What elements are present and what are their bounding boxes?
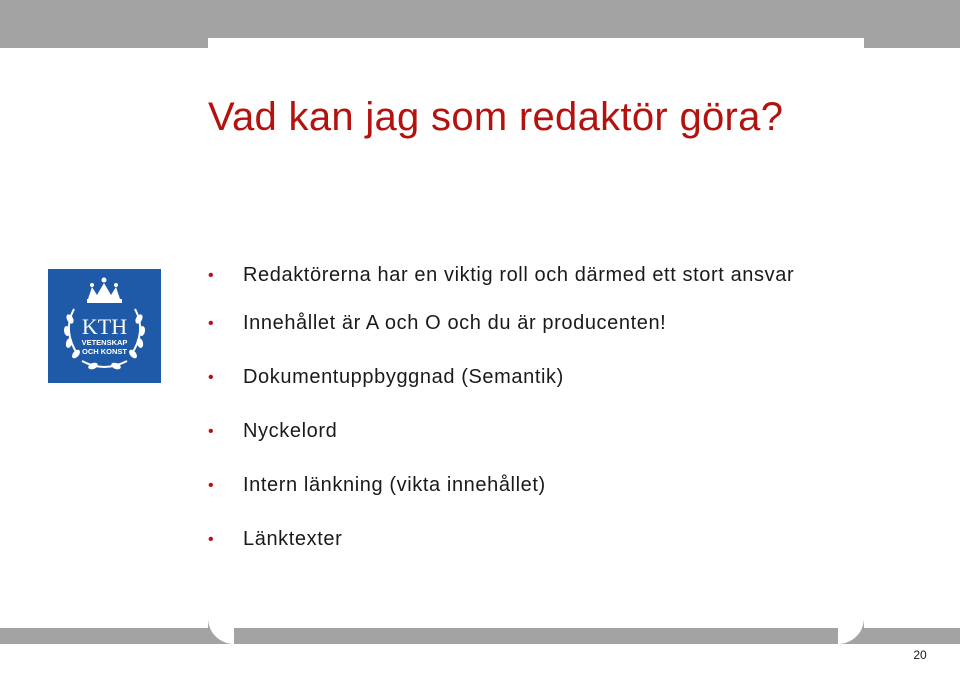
bullet-icon: • <box>208 369 215 386</box>
slide-corner-bottom-left <box>208 618 234 644</box>
bullet-item <box>208 418 808 445</box>
bullet-item <box>208 526 808 553</box>
kth-logo-icon <box>48 269 161 383</box>
kth-logo-line1: VETENSKAP <box>81 338 128 347</box>
kth-logo <box>48 269 161 383</box>
bullet-text: Innehållet är A och O och du är producenten! <box>243 312 667 334</box>
top-band-right <box>864 38 960 48</box>
bullet-icon: • <box>208 315 215 332</box>
bullet-text: Intern länkning (vikta innehållet) <box>243 474 546 496</box>
slide-title: Vad kan jag som redaktör göra? <box>208 95 784 139</box>
bullet-list <box>208 262 808 553</box>
bullet-item <box>208 310 808 337</box>
page-number: 20 <box>913 648 927 662</box>
bullet-item <box>208 262 808 289</box>
bullet-icon: • <box>208 267 215 284</box>
kth-logo-line2: OCH KONST <box>82 347 127 356</box>
top-band-left <box>0 38 208 48</box>
slide-corner-bottom-right <box>838 618 864 644</box>
footer-area <box>0 644 960 679</box>
kth-logo-text: KTH <box>81 314 128 339</box>
bullet-item <box>208 472 808 499</box>
bullet-text: Nyckelord <box>243 420 338 442</box>
bullet-text: Dokumentuppbyggnad (Semantik) <box>243 366 564 388</box>
bottom-band <box>0 628 960 644</box>
bullet-text: Länktexter <box>243 528 343 550</box>
bullet-item <box>208 364 808 391</box>
bullet-text: Redaktörerna har en viktig roll och därmed ett stort ansvar <box>243 264 795 286</box>
bullet-icon: • <box>208 531 215 548</box>
bullet-icon: • <box>208 423 215 440</box>
bullet-icon: • <box>208 477 215 494</box>
